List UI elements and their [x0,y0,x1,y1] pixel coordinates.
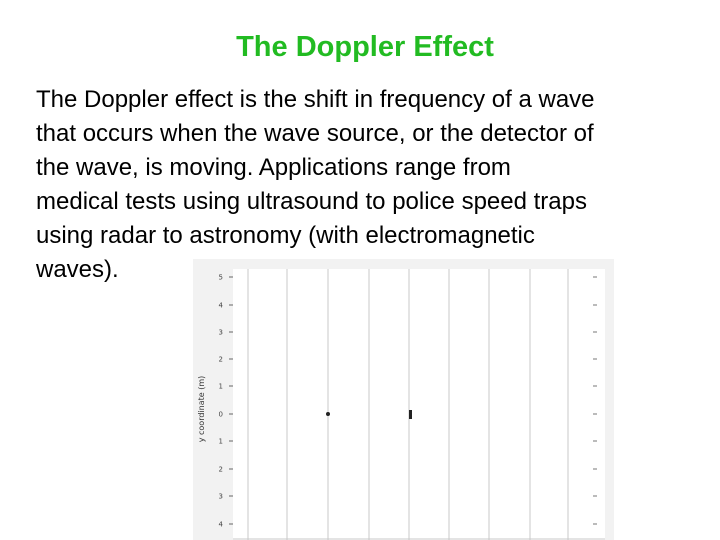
y-tick-label: 2 [218,465,223,474]
body-line: using radar to astronomy (with electromagnetic [36,222,535,249]
y-tick-label: 4 [218,520,223,529]
y-tick-label: 1 [218,437,223,446]
y-tick-label: 1 [218,382,223,391]
wave-source-dot [326,412,330,416]
slide-body-text [36,83,701,287]
y-tick-label: 4 [218,301,223,310]
plot-svg [193,259,614,540]
y-tick-label: 3 [218,492,223,501]
y-tick-label: 5 [218,273,223,282]
body-line: medical tests using ultrasound to police speed traps [36,188,587,215]
slide-title: The Doppler Effect [236,31,494,63]
body-line: waves). [36,256,119,283]
plot-area [233,269,605,540]
detector-marker [409,410,412,419]
body-line: The Doppler effect is the shift in frequency of a wave [36,86,595,113]
body-line: the wave, is moving. Applications range from [36,154,511,181]
y-tick-label: 0 [218,410,223,419]
y-axis-label: y coordinate (m) [197,375,206,443]
y-tick-label: 2 [218,355,223,364]
doppler-plot-figure [193,259,614,540]
y-tick-label: 3 [218,328,223,337]
body-line: that occurs when the wave source, or the detector of [36,120,594,147]
